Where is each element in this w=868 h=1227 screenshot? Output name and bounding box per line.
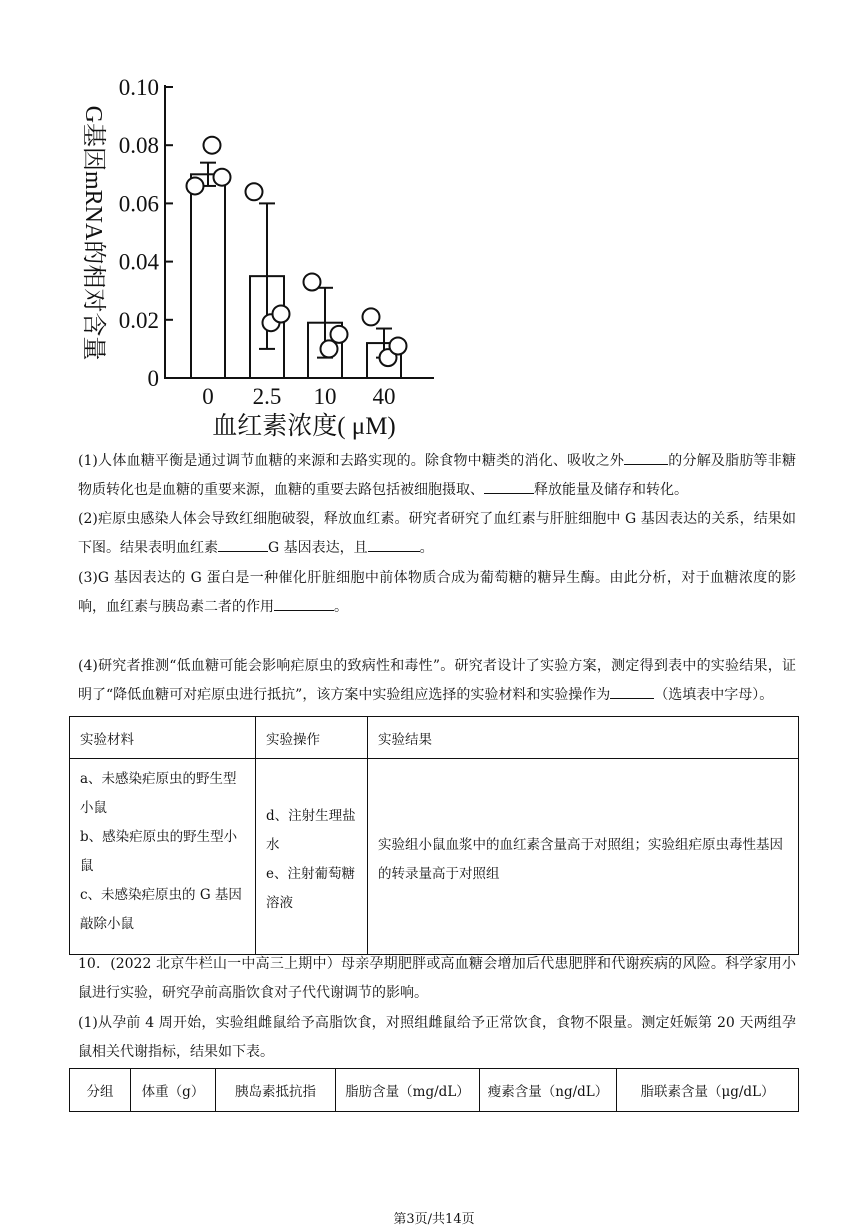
bar-chart <box>70 70 450 450</box>
y-tick-label: 0.10 <box>118 75 159 100</box>
question-10-part-1 <box>78 1009 796 1067</box>
table-header-cell: 实验结果 <box>368 717 799 759</box>
question-part-2 <box>78 505 796 563</box>
data-point <box>321 340 338 357</box>
data-point <box>214 169 231 186</box>
table-header-cell: 体重（g） <box>131 1069 216 1112</box>
table-header-cell: 瘦素含量（ng/dL） <box>480 1069 617 1112</box>
table-header-row <box>70 1069 799 1112</box>
x-tick-label: 40 <box>372 384 396 409</box>
answer-blank <box>368 537 420 552</box>
q4-text-b: （选填表中字母）。 <box>654 687 774 703</box>
x-tick-label: 2.5 <box>252 384 282 409</box>
q1-text-a: (1)人体血糖平衡是通过调节血糖的来源和去路实现的。除食物中糖类的消化、吸收之外 <box>78 453 625 469</box>
y-axis-label: G基因mRNA的相对含量 <box>80 105 106 361</box>
data-point <box>363 308 380 325</box>
q10-part1-text: (1)从孕前 4 周开始，实验组雌鼠给予高脂饮食，对照组雌鼠给予正常饮食，食物不限量。测定妊娠第 20 天两组孕鼠相关代谢指标，结果如下表。 <box>78 1015 796 1060</box>
x-tick-label: 0 <box>202 384 214 409</box>
x-tick-label: 10 <box>313 384 337 409</box>
y-tick-label: 0.02 <box>118 307 159 333</box>
q2-text-c: 。 <box>419 540 434 556</box>
question-part-4 <box>78 652 796 710</box>
result-cell: 实验组小鼠血浆中的血红素含量高于对照组；实验组疟原虫毒性基因的转录量高于对照组 <box>368 759 799 955</box>
table-row <box>70 759 799 955</box>
q4-text-a: (4)研究者推测“低血糖可能会影响疟原虫的致病性和毒性”。研究者设计了实验方案，测定得到表中的实验结果，证明了“降低血糖可对疟原虫进行抵抗”，该方案中实验组应选择的实验材料和实验操作为 <box>78 658 796 703</box>
table-header-cell: 实验操作 <box>256 717 368 759</box>
q3-text-b: 。 <box>334 599 348 615</box>
y-tick-label: 0.04 <box>118 249 159 275</box>
data-point <box>390 337 407 354</box>
operation-option: e、注射葡萄糖溶液 <box>266 865 355 911</box>
table-header-cell: 脂联素含量（μg/dL） <box>617 1069 799 1112</box>
table-header-cell: 分组 <box>70 1069 131 1112</box>
material-option: c、未感染疟原虫的 G 基因敲除小鼠 <box>80 887 242 932</box>
question-part-1 <box>78 447 796 505</box>
table-header-row <box>70 717 799 759</box>
page-footer: 第3页/共14页 <box>393 1212 475 1227</box>
answer-blank <box>274 596 334 611</box>
answer-blank <box>484 479 534 494</box>
data-point <box>187 177 204 194</box>
y-tick-label: 0.06 <box>118 191 159 217</box>
data-point <box>246 183 263 200</box>
bar <box>191 174 225 378</box>
materials-cell <box>70 759 256 955</box>
q2-text-a: (2)疟原虫感染人体会导致红细胞破裂，释放血红素。研究者研究了血红素与肝脏细胞中 G 基因表达的关系，结果如下图。结果表明血红素 <box>78 511 796 556</box>
data-point <box>204 137 221 154</box>
table-header-cell: 实验材料 <box>70 717 256 759</box>
material-option: a、未感染疟原虫的野生型小鼠 <box>80 771 237 816</box>
x-axis-label: 血红素浓度( μM) <box>212 413 396 440</box>
material-option: b、感染疟原虫的野生型小鼠 <box>80 829 238 874</box>
data-point <box>273 305 290 322</box>
metabolism-table <box>69 1068 799 1112</box>
question-part-3 <box>78 564 796 622</box>
q2-text-b: G 基因表达，且 <box>268 540 368 556</box>
q1-text-b: 的分解及脂肪等非糖物质转化也是血糖的重要来源，血糖的重要去路包括被细胞摄取、 <box>78 453 796 498</box>
q10-text: 10．(2022 北京牛栏山一中高三上期中）母亲孕期肥胖或高血糖会增加后代患肥胖和代谢疾病的风险。科学家用小鼠进行实验，研究孕前高脂饮食对子代代谢调节的影响。 <box>78 956 796 1001</box>
table-header-cell: 脂肪含量（mg/dL） <box>336 1069 480 1112</box>
q1-text-c: 释放能量及储存和转化。 <box>534 482 688 498</box>
answer-blank <box>218 537 268 552</box>
operations-cell <box>256 759 368 955</box>
data-point <box>331 326 348 343</box>
answer-blank <box>610 684 654 699</box>
question-10-intro <box>78 950 796 1008</box>
data-point <box>304 273 321 290</box>
y-tick-label: 0.08 <box>118 133 159 159</box>
q3-text-a: (3)G 基因表达的 G 蛋白是一种催化肝脏细胞中前体物质合成为葡萄糖的糖异生酶。由此分析，对于血糖浓度的影响，血红素与胰岛素二者的作用 <box>78 570 796 615</box>
table-header-cell: 胰岛素抵抗指 <box>216 1069 336 1112</box>
operation-option: d、注射生理盐水 <box>266 807 356 853</box>
experiment-table <box>69 716 799 955</box>
answer-blank <box>624 450 668 465</box>
y-tick-label: 0 <box>147 366 159 391</box>
